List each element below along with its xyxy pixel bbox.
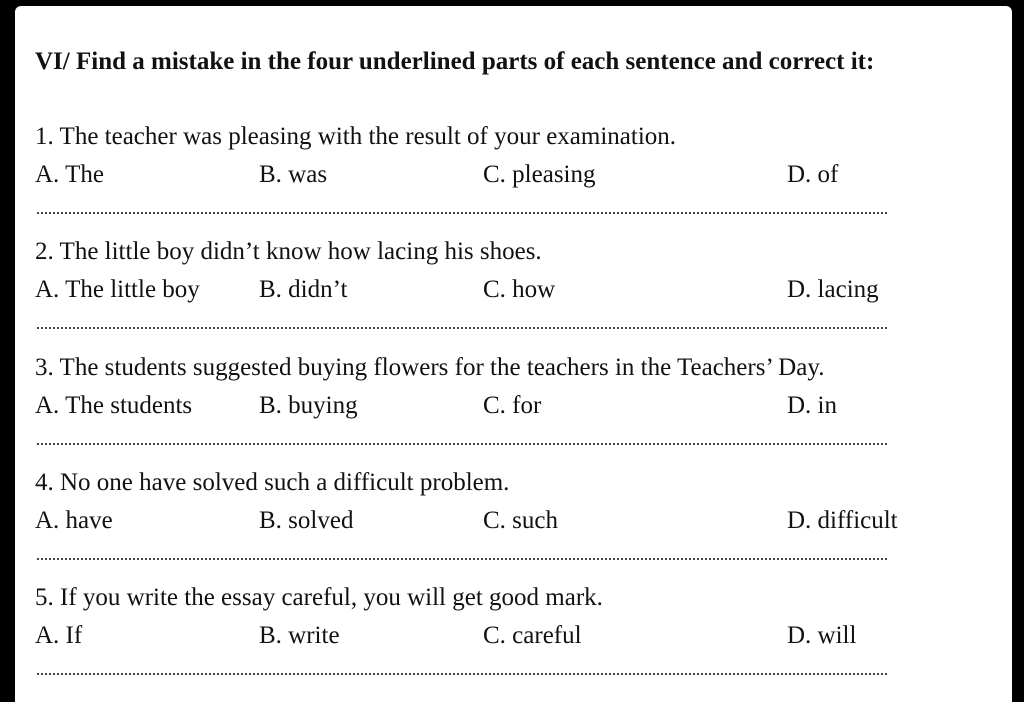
- question-2-option-d: D. lacing: [787, 276, 879, 303]
- question-4-answer-line: [37, 558, 887, 560]
- question-2-answer-line: [37, 327, 887, 329]
- question-5-option-d: D. will: [787, 622, 857, 649]
- question-4-option-b: B. solved: [259, 507, 354, 534]
- question-2-option-c: C. how: [483, 276, 556, 303]
- question-4-option-c: C. such: [483, 507, 558, 534]
- question-3-option-a: A. The students: [35, 392, 193, 419]
- question-2-option-a: A. The little boy: [35, 276, 200, 303]
- question-1-option-c: C. pleasing: [483, 161, 596, 188]
- question-4-option-d: D. difficult: [787, 507, 898, 534]
- question-1-option-a: A. The: [35, 161, 104, 188]
- question-3-option-b: B. buying: [259, 392, 358, 419]
- question-5-option-c: C. careful: [483, 622, 582, 649]
- question-4: [35, 468, 995, 578]
- question-5-answer-line: [37, 673, 887, 675]
- question-3-answer-line: [37, 443, 887, 445]
- question-5: [35, 583, 995, 693]
- question-2-option-b: B. didn’t: [259, 276, 348, 303]
- question-5-option-a: A. If: [35, 622, 83, 649]
- question-3-option-d: D. in: [787, 392, 837, 419]
- question-5-option-b: B. write: [259, 622, 340, 649]
- question-4-option-a: A. have: [35, 507, 113, 534]
- question-1-option-b: B. was: [259, 161, 328, 188]
- worksheet-page: [15, 6, 1012, 702]
- exercise-heading: VI/ Find a mistake in the four underlined parts of each sentence and correct it:: [35, 48, 875, 75]
- question-3-option-c: C. for: [483, 392, 542, 419]
- question-1-text: 1. The teacher was pleasing with the result of your examination.: [35, 123, 677, 150]
- question-3: [35, 353, 995, 463]
- question-3-text: 3. The students suggested buying flowers for the teachers in the Teachers’ Day.: [35, 354, 825, 381]
- question-2: [35, 237, 995, 347]
- question-1: [35, 122, 995, 232]
- question-1-option-d: D. of: [787, 161, 839, 188]
- question-2-text: 2. The little boy didn’t know how lacing his shoes.: [35, 238, 542, 265]
- question-1-answer-line: [37, 212, 887, 214]
- question-4-text: 4. No one have solved such a difficult problem.: [35, 469, 510, 496]
- question-5-text: 5. If you write the essay careful, you will get good mark.: [35, 584, 603, 611]
